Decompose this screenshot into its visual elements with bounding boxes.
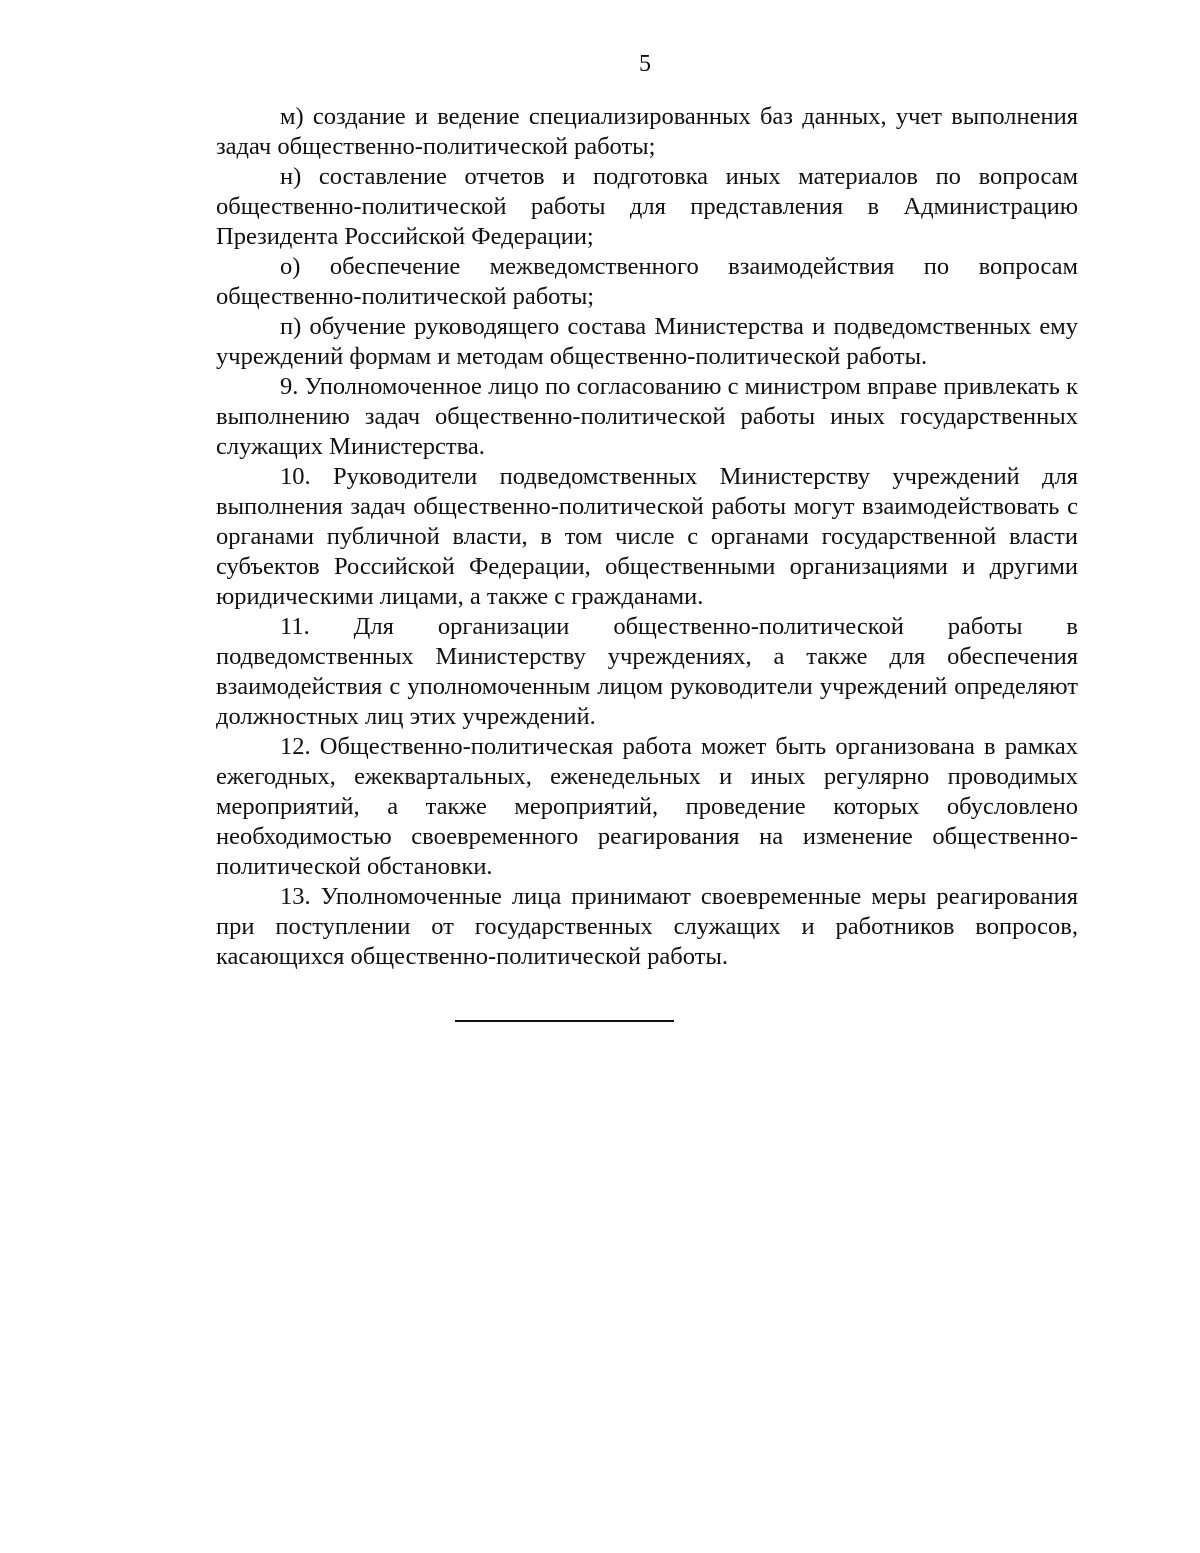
paragraph-o: о) обеспечение межведомственного взаимодействия по вопросам общественно-политической работы; <box>216 253 1078 310</box>
paragraph-p: п) обучение руководящего состава Министерства и подведомственных ему учреждений формам и методам общественно-политической работы. <box>216 313 1078 370</box>
end-of-document-line <box>455 1020 674 1022</box>
paragraph-m: м) создание и ведение специализированных баз данных, учет выполнения задач общественно-политической работы; <box>216 103 1078 160</box>
paragraph-n: н) составление отчетов и подготовка иных материалов по вопросам общественно-политической работы для представления в Администрацию Президента Российской Федерации; <box>216 163 1078 250</box>
paragraph-11: 11. Для организации общественно-политической работы в подведомственных Министерству учреждениях, а также для обеспечения взаимодействия с уполномоченным лицом руководители учреждений определяют должностных лиц этих учреждений. <box>216 613 1078 730</box>
page-number: 5 <box>639 51 651 77</box>
document-body <box>216 102 1078 972</box>
paragraph-10: 10. Руководители подведомственных Министерству учреждений для выполнения задач общественно-политической работы могут взаимодействовать с органами публичной власти, в том числе с органами государственной власти субъектов Российской Федерации, общественными организациями и другими юридическими лицами, а также с гражданами. <box>216 463 1078 610</box>
paragraph-13: 13. Уполномоченные лица принимают своевременные меры реагирования при поступлении от государственных служащих и работников вопросов, касающихся общественно-политической работы. <box>216 883 1078 970</box>
paragraph-9: 9. Уполномоченное лицо по согласованию с министром вправе привлекать к выполнению задач общественно-политической работы иных государственных служащих Министерства. <box>216 373 1078 460</box>
paragraph-12: 12. Общественно-политическая работа может быть организована в рамках ежегодных, ежеквартальных, еженедельных и иных регулярно проводимых мероприятий, а также мероприятий, проведение которых обусловлено необходимостью своевременного реагирования на изменение общественно-политической обстановки. <box>216 733 1078 880</box>
